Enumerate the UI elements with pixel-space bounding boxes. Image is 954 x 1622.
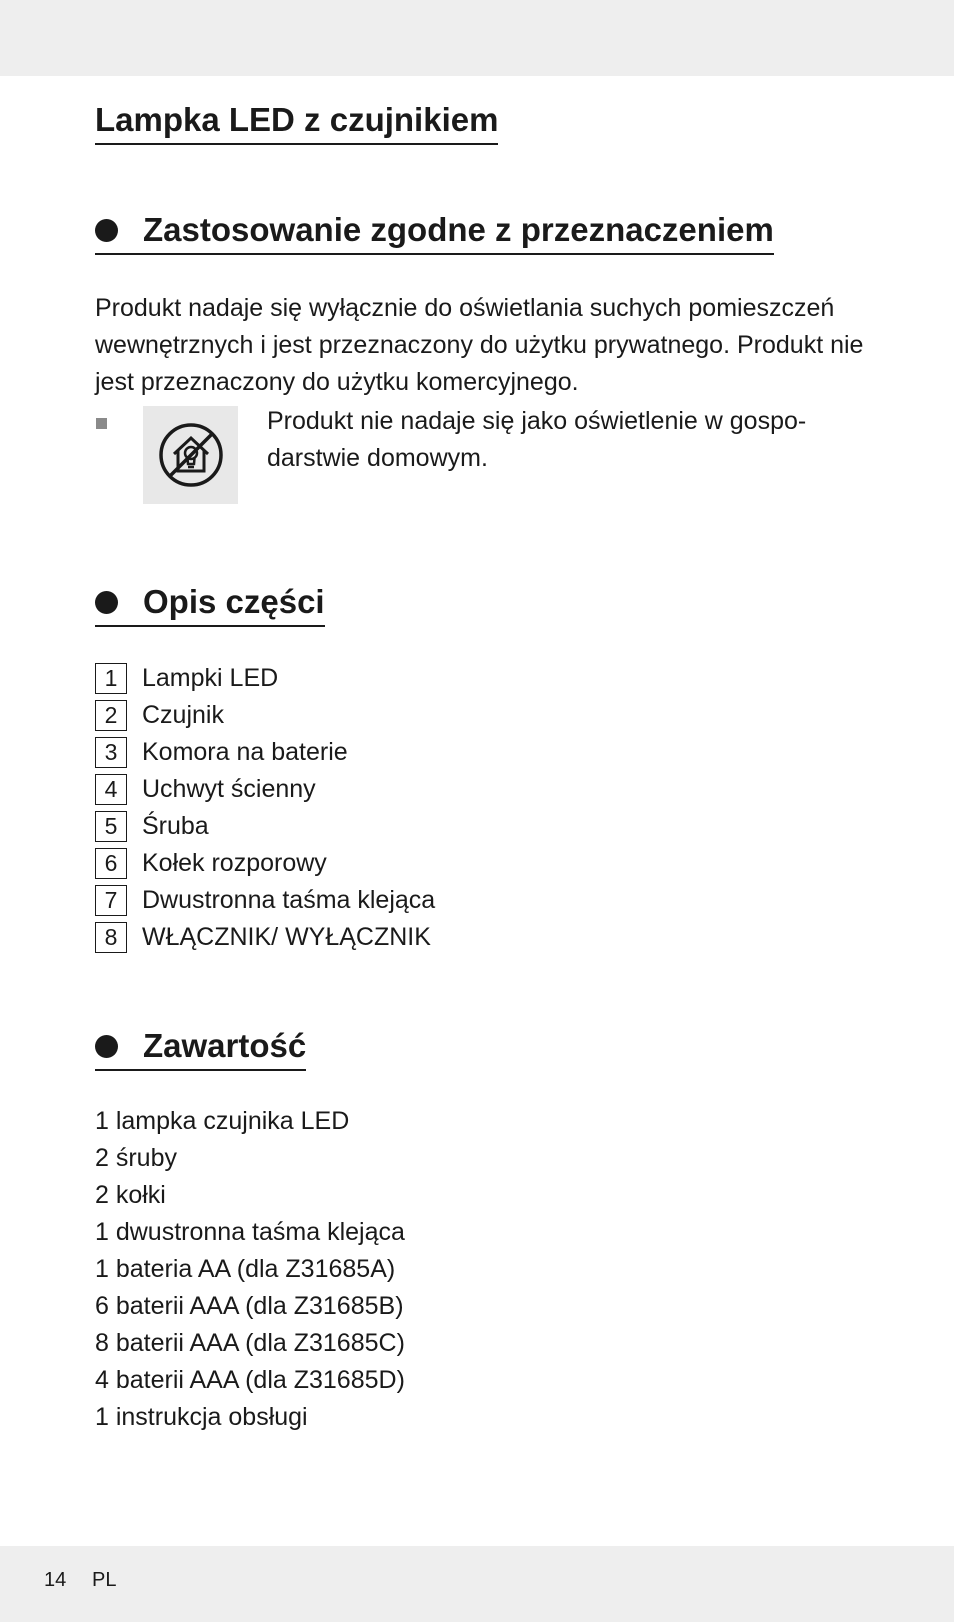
part-number: 1 [95,663,127,694]
list-item [95,697,435,734]
section-heading-label: Zawartość [143,1027,307,1064]
part-label: Komora na baterie [142,738,348,766]
usage-paragraph: Produkt nadaje się wyłącznie do oświetlania suchych pomieszczeń wewnętrznych i jest przeznaczony do użytku prywatnego. Produkt nie jest przeznaczony do użytku komercyjnego. [95,294,864,396]
square-bullet-icon [96,418,107,429]
section-bullet-icon [95,1035,118,1058]
usage-note: Produkt nie nadaje się jako oświetlenie w gospo-darstwie domowym. [267,407,807,472]
list-item [95,771,435,808]
part-number: 6 [95,848,127,879]
list-item: 2 kołki [95,1181,166,1209]
section-heading-parts [95,580,325,627]
list-item [95,919,435,956]
section-heading-label: Opis części [143,583,325,620]
part-number: 3 [95,737,127,768]
part-label: Czujnik [142,701,224,729]
list-item: 8 baterii AAA (dla Z31685C) [95,1329,405,1357]
list-item: 6 baterii AAA (dla Z31685B) [95,1292,404,1320]
contents-list [95,1103,405,1436]
section-heading-label: Zastosowanie zgodne z przeznaczeniem [143,211,774,248]
part-number: 2 [95,700,127,731]
list-item: 1 instrukcja obsługi [95,1403,308,1431]
list-item: 1 dwustronna taśma klejąca [95,1218,405,1246]
part-label: Uchwyt ścienny [142,775,316,803]
part-number: 7 [95,885,127,916]
list-item [95,882,435,919]
page-title: Lampka LED z czujnikiem [95,98,498,145]
section-heading-contents [95,1024,306,1071]
no-household-lighting-icon [143,406,238,504]
part-label: Śruba [142,812,209,840]
part-number: 8 [95,922,127,953]
page-number: 14 [44,1569,67,1591]
list-item: 1 lampka czujnika LED [95,1107,350,1135]
part-label: Kołek rozporowy [142,849,327,877]
section-bullet-icon [95,591,118,614]
list-item: 2 śruby [95,1144,177,1172]
top-band [0,0,954,76]
part-label: WŁĄCZNIK/ WYŁĄCZNIK [142,923,431,951]
list-item [95,845,435,882]
language-code: PL [92,1569,117,1591]
section-heading-usage [95,208,774,255]
list-item [95,808,435,845]
part-number: 4 [95,774,127,805]
part-label: Lampki LED [142,664,279,692]
part-number: 5 [95,811,127,842]
parts-list [95,660,435,956]
list-item [95,734,435,771]
footer-band [0,1546,954,1622]
section-bullet-icon [95,219,118,242]
part-label: Dwustronna taśma klejąca [142,886,436,914]
list-item: 1 bateria AA (dla Z31685A) [95,1255,396,1283]
list-item [95,660,435,697]
list-item: 4 baterii AAA (dla Z31685D) [95,1366,405,1394]
